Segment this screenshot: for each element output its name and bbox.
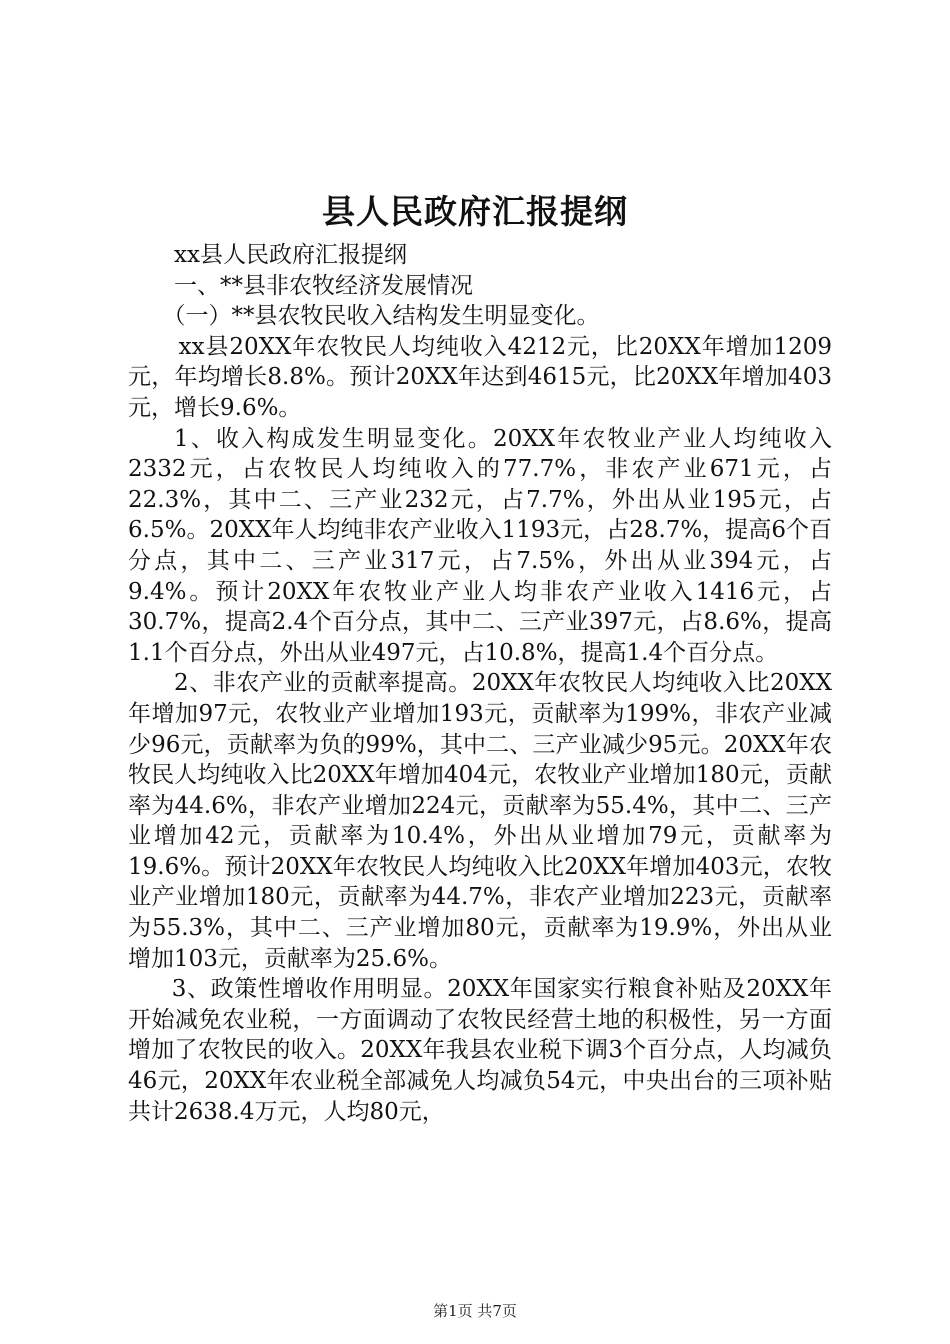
paragraph-section-heading: 一、**县非农牧经济发展情况	[174, 272, 473, 299]
document-title: 县人民政府汇报提纲	[322, 192, 628, 231]
paragraph-subtitle: xx县人民政府汇报提纲	[174, 242, 407, 268]
paragraph-contribution-rate: 2、非农产业的贡献率提高。20XX年农牧民人均纯收入比20XX年增加97元，农牧业产业增加193元，贡献率为199%，非农产业减少96元，贡献率为负的99%，其中二、三产业减少95元。20XX年农牧民人均纯收入比20XX年增加404元，农牧业产业增加180元，贡献率为44.6%，非农产业增加224元，贡献率为55.4%，其中二、三产业增加42元，贡献率为10.4%，外出从业增加79元，贡献率为19.6%。预计20XX年农牧民人均纯收入比20XX年增加403元，农牧业产业增加180元，贡献率为44.7%，非农产业增加223元，贡献率为55.3%，其中二、三产业增加80元，贡献率为19.9%，外出从业增加103元，贡献率为25.6%。	[128, 670, 832, 972]
paragraph-income-summary: xx县20XX年农牧民人均纯收入4212元，比20XX年增加1209元，年均增长8.8%。预计20XX年达到4615元，比20XX年增加403元，增长9.6%。	[128, 333, 832, 421]
paragraph-subsection-heading: （一）**县农牧民收入结构发生明显变化。	[162, 303, 600, 330]
paragraph-income-structure: 1、收入构成发生明显变化。20XX年农牧业产业人均纯收入2332元，占农牧民人均纯收入的77.7%，非农产业671元，占22.3%，其中二、三产业232元，占7.7%，外出从业195元，占6.5%。20XX年人均纯非农产业收入1193元，占28.7%，提高6个百分点，其中二、三产业317元，占7.5%，外出从业394元，占9.4%。预计20XX年农牧业产业人均非农产业收入1416元，占30.7%，提高2.4个百分点，其中二、三产业397元，占8.6%，提高1.1个百分点，外出从业497元，占10.8%，提高1.4个百分点。	[128, 425, 832, 666]
paragraph-policy-income: 3、政策性增收作用明显。20XX年国家实行粮食补贴及20XX年开始减免农业税，一方面调动了农牧民经营土地的积极性，另一方面增加了农牧民的收入。20XX年我县农业税下调3个百分点，人均减负46元，20XX年农业税全部减免人均减负54元，中央出台的三项补贴共计2638.4万元，人均80元，	[128, 976, 832, 1125]
page-footer: 第1页 共7页	[433, 1302, 517, 1320]
document-body	[128, 240, 832, 1127]
